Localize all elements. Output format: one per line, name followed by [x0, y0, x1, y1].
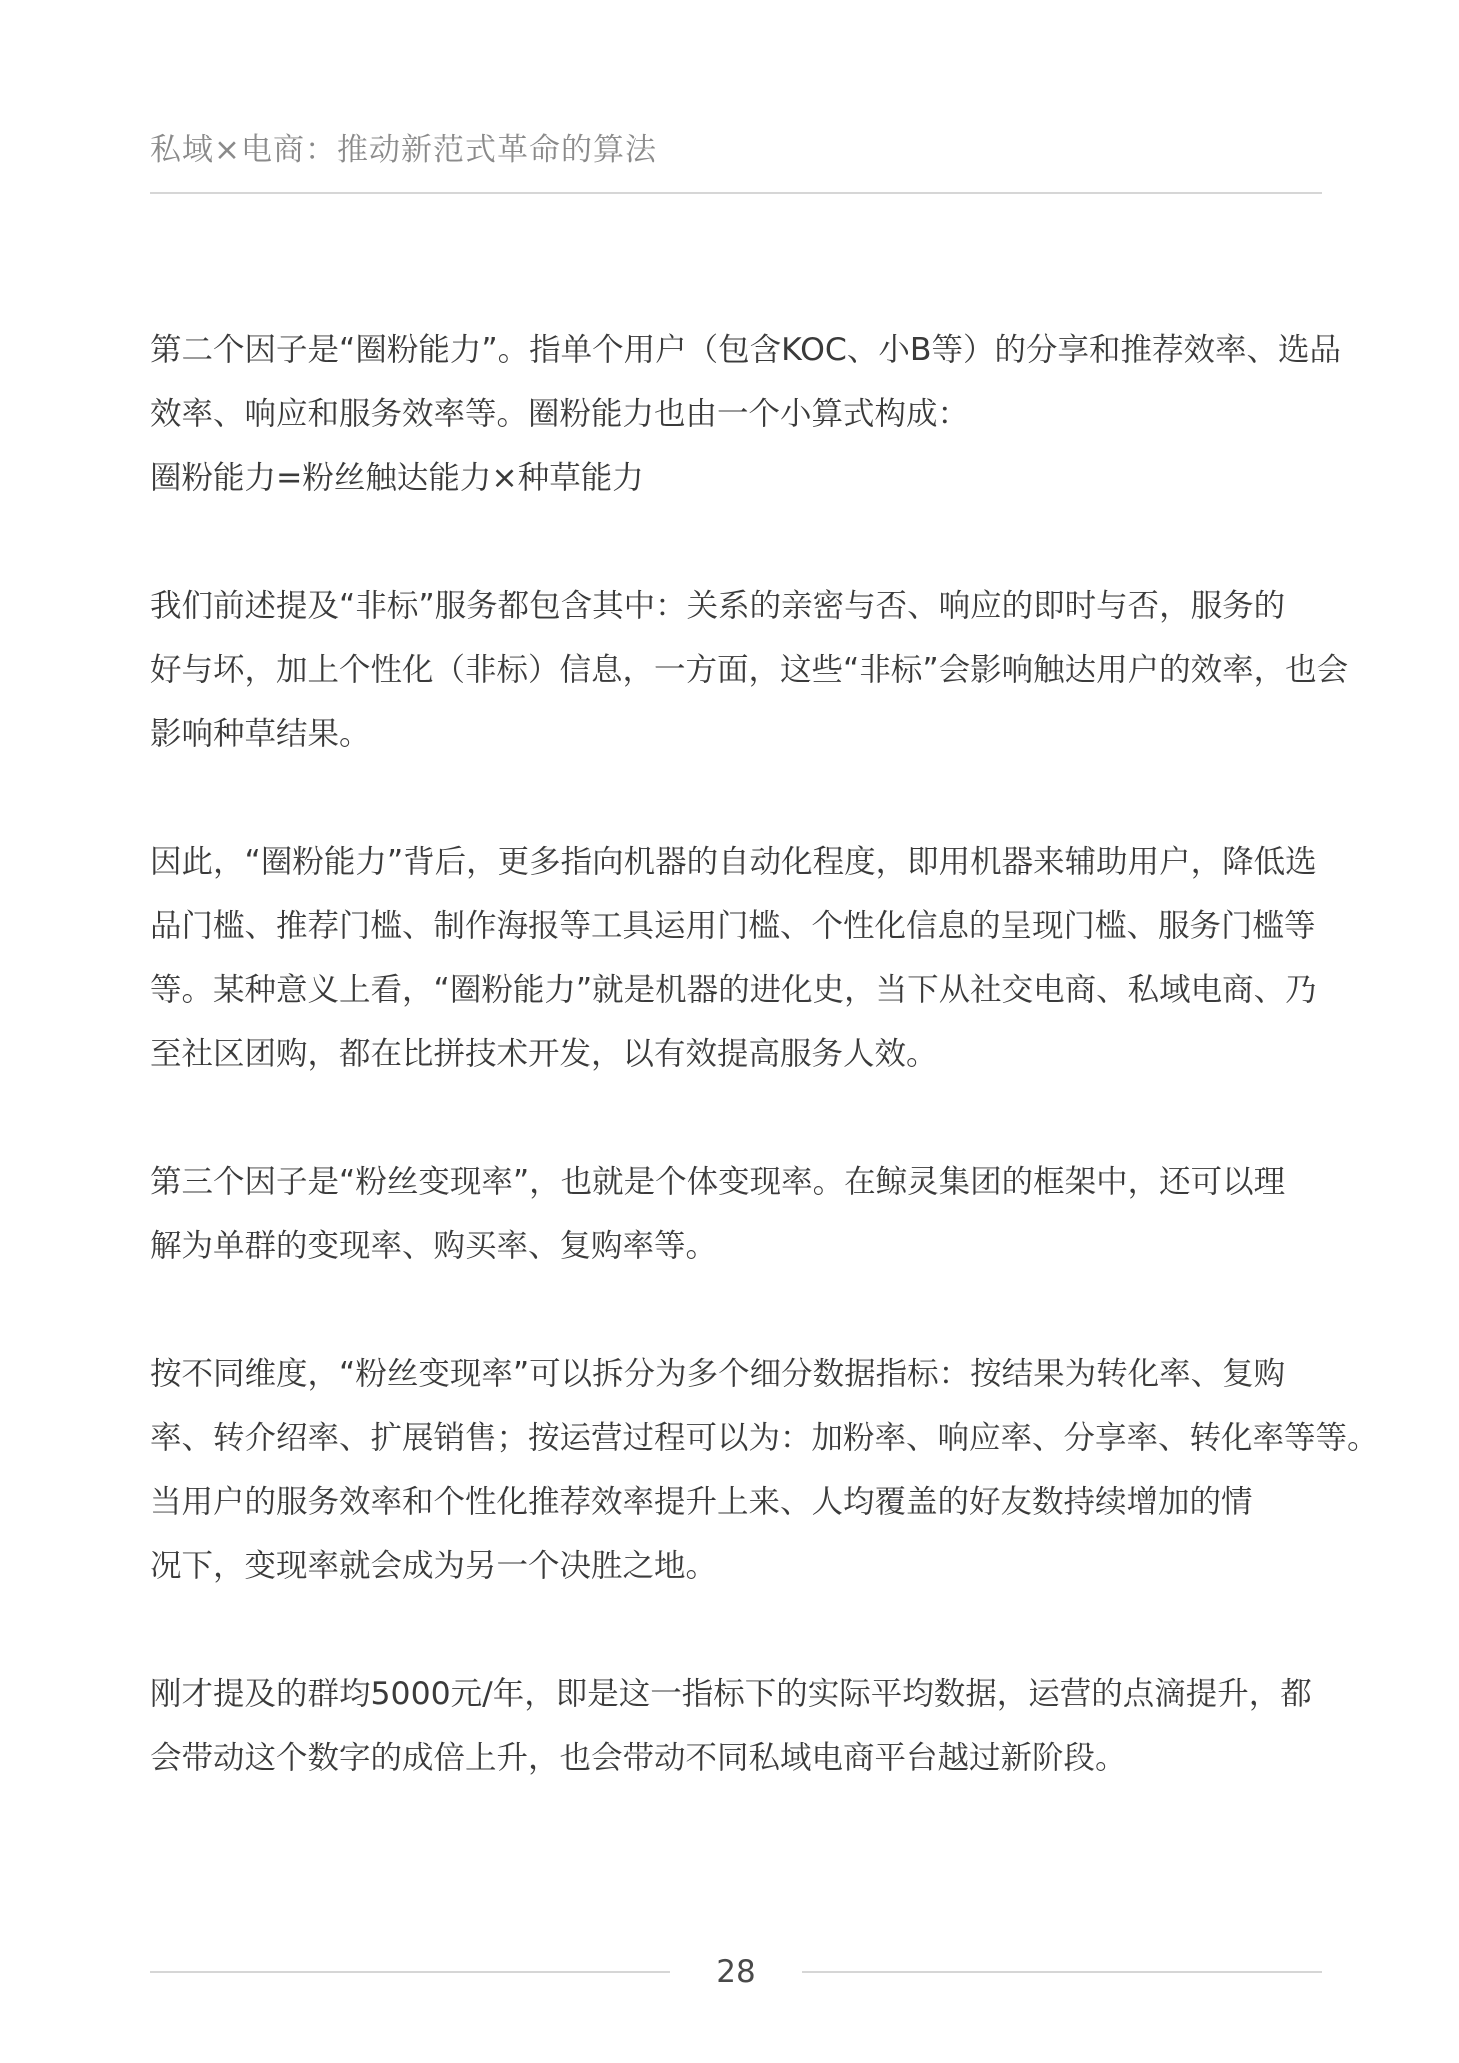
text-line: 率、转介绍率、扩展销售；按运营过程可以为：加粉率、响应率、分享率、转化率等等。 [150, 1420, 1379, 1456]
page-number: 28 [716, 1954, 756, 1990]
header-divider [150, 192, 1322, 194]
text-line: 按不同维度，“粉丝变现率”可以拆分为多个细分数据指标：按结果为转化率、复购 [150, 1356, 1286, 1392]
running-header-title: 私域×电商：推动新范式革命的算法 [150, 132, 657, 168]
running-header [150, 128, 1322, 194]
text-line: 刚才提及的群均5000元/年，即是这一指标下的实际平均数据，运营的点滴提升，都 [150, 1676, 1312, 1712]
paragraph [150, 1662, 1322, 1790]
text-line: 我们前述提及“非标”服务都包含其中：关系的亲密与否、响应的即时与否，服务的 [150, 588, 1286, 624]
body-text [150, 318, 1379, 1854]
text-line: 影响种草结果。 [150, 716, 371, 752]
paragraph [150, 830, 1322, 1086]
text-line: 品门槛、推荐门槛、制作海报等工具运用门槛、个性化信息的呈现门槛、服务门槛等 [150, 908, 1316, 944]
text-line: 当用户的服务效率和个性化推荐效率提升上来、人均覆盖的好友数持续增加的情 [150, 1484, 1253, 1520]
text-line: 等。某种意义上看，“圈粉能力”就是机器的进化史，当下从社交电商、私域电商、乃 [150, 972, 1317, 1008]
text-line: 解为单群的变现率、购买率、复购率等。 [150, 1228, 718, 1264]
footer-divider-right [802, 1971, 1322, 1973]
text-line: 况下，变现率就会成为另一个决胜之地。 [150, 1548, 718, 1584]
text-line: 因此，“圈粉能力”背后，更多指向机器的自动化程度，即用机器来辅助用户，降低选 [150, 844, 1317, 880]
footer-divider-left [150, 1971, 670, 1973]
text-line: 会带动这个数字的成倍上升，也会带动不同私域电商平台越过新阶段。 [150, 1740, 1127, 1776]
text-line: 至社区团购，都在比拼技术开发，以有效提高服务人效。 [150, 1036, 938, 1072]
text-line: 效率、响应和服务效率等。圈粉能力也由一个小算式构成： [150, 396, 970, 432]
text-line: 第二个因子是“圈粉能力”。指单个用户（包含KOC、小B等）的分享和推荐效率、选品 [150, 332, 1341, 368]
paragraph [150, 574, 1349, 766]
paragraph [150, 1150, 1322, 1278]
text-line: 第三个因子是“粉丝变现率”，也就是个体变现率。在鲸灵集团的框架中，还可以理 [150, 1164, 1286, 1200]
paragraph [150, 318, 1341, 510]
paragraph [150, 1342, 1379, 1598]
page-footer [150, 1944, 1322, 2000]
text-line: 好与坏，加上个性化（非标）信息，一方面，这些“非标”会影响触达用户的效率，也会 [150, 652, 1349, 688]
formula-line: 圈粉能力=粉丝触达能力×种草能力 [150, 460, 644, 496]
